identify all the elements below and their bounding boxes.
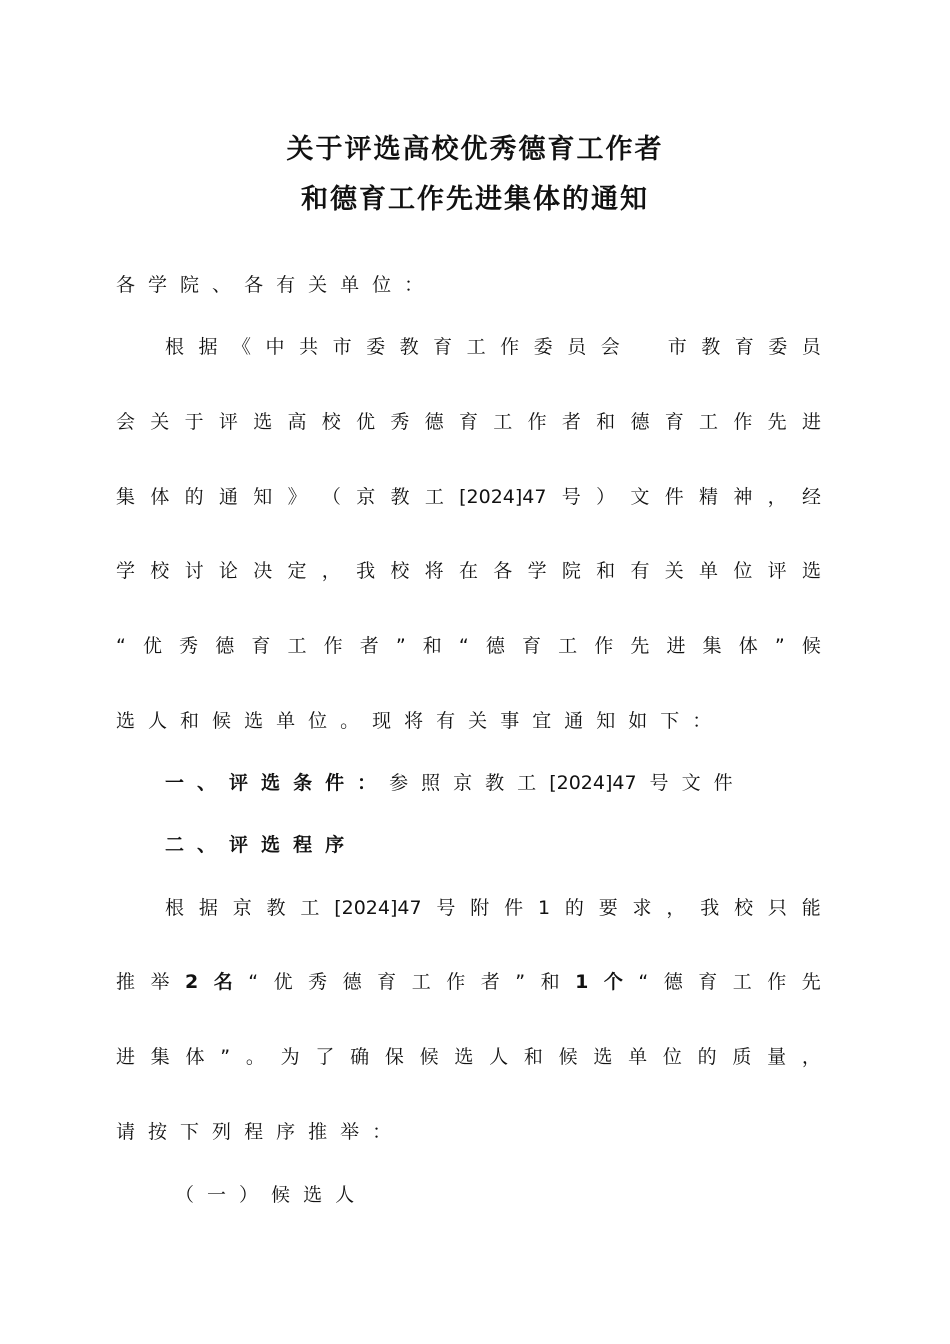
text-char: 将 bbox=[404, 710, 424, 732]
text-char: 我 bbox=[356, 560, 376, 582]
text-char: 市 bbox=[332, 336, 352, 358]
text-char: 选 bbox=[303, 1184, 323, 1206]
text-char: 作 bbox=[446, 971, 466, 993]
text-char: 经 bbox=[801, 486, 821, 508]
paragraph-1-line-3 bbox=[116, 482, 821, 512]
text-char: 京 bbox=[232, 897, 252, 919]
paragraph-2-line-4 bbox=[116, 1117, 821, 1147]
text-char: 集 bbox=[702, 635, 722, 657]
text-char: 工 bbox=[300, 897, 320, 919]
text-char: 举 bbox=[340, 1121, 360, 1143]
text-char: 工 bbox=[466, 336, 486, 358]
text-char: 校 bbox=[390, 560, 410, 582]
section-1 bbox=[165, 768, 821, 798]
text-char: ” bbox=[515, 971, 526, 993]
text-char: 育 bbox=[458, 411, 478, 433]
text-char: ） bbox=[239, 1184, 259, 1206]
text-char: 件 bbox=[504, 897, 524, 919]
text-char: 和 bbox=[596, 411, 616, 433]
section-1-heading-char: 、 bbox=[197, 772, 217, 794]
text-char: 位 bbox=[662, 1046, 682, 1068]
text-char: 1 bbox=[537, 897, 551, 919]
text-char: 选 bbox=[801, 560, 821, 582]
text-char: 1 bbox=[575, 971, 589, 993]
text-char: 工 bbox=[493, 411, 513, 433]
text-char: 确 bbox=[350, 1046, 370, 1068]
text-char: 选 bbox=[116, 710, 136, 732]
section-1-text-char: 文 bbox=[681, 772, 701, 794]
text-char: 会 bbox=[600, 336, 620, 358]
text-char: [2024]47 bbox=[459, 486, 547, 508]
text-char: 作 bbox=[594, 635, 614, 657]
document-title-line-1: 关于评选高校优秀德育工作者 bbox=[286, 134, 664, 165]
text-char: 校 bbox=[734, 897, 754, 919]
section-1-heading-char: 件 bbox=[325, 772, 345, 794]
text-char: 工 bbox=[732, 971, 752, 993]
text-char: 和 bbox=[422, 635, 442, 657]
text-char: 会 bbox=[116, 411, 136, 433]
text-char: 评 bbox=[767, 560, 787, 582]
text-char: 、 bbox=[212, 274, 232, 296]
text-char: 中 bbox=[265, 336, 285, 358]
text-char: 一 bbox=[207, 1184, 227, 1206]
text-char: “ bbox=[638, 971, 649, 993]
text-char: 员 bbox=[801, 336, 821, 358]
text-char: 评 bbox=[218, 411, 238, 433]
text-char: 教 bbox=[266, 897, 286, 919]
text-char: 德 bbox=[215, 635, 235, 657]
text-char: （ bbox=[175, 1184, 195, 1206]
section-1-text-char: 照 bbox=[421, 772, 441, 794]
text-char: 育 bbox=[664, 411, 684, 433]
text-char: ， bbox=[666, 897, 686, 919]
text-char: 2 bbox=[185, 971, 199, 993]
section-1-text-char: 参 bbox=[389, 772, 409, 794]
text-char: “ bbox=[458, 635, 469, 657]
text-char: 列 bbox=[212, 1121, 232, 1143]
text-char: 的 bbox=[564, 897, 584, 919]
section-1-text-char: 教 bbox=[485, 772, 505, 794]
text-char: 德 bbox=[424, 411, 444, 433]
text-char: 育 bbox=[377, 971, 397, 993]
text-char: 举 bbox=[150, 971, 170, 993]
text-char: 德 bbox=[630, 411, 650, 433]
text-char: 知 bbox=[596, 710, 616, 732]
text-char: 选 bbox=[261, 834, 281, 856]
text-char: 育 bbox=[251, 635, 271, 657]
text-char: 院 bbox=[561, 560, 581, 582]
text-char: 件 bbox=[664, 486, 684, 508]
section-1-heading-char: 选 bbox=[261, 772, 281, 794]
text-char: 单 bbox=[340, 274, 360, 296]
text-char: 秀 bbox=[308, 971, 328, 993]
text-char: 单 bbox=[628, 1046, 648, 1068]
text-char: 号 bbox=[436, 897, 456, 919]
text-char: 者 bbox=[480, 971, 500, 993]
paragraph-1-line-5 bbox=[116, 631, 821, 661]
text-char: [2024]47 bbox=[334, 897, 422, 919]
text-char: 德 bbox=[485, 635, 505, 657]
text-char: 各 bbox=[493, 560, 513, 582]
paragraph-2-line-1 bbox=[165, 893, 821, 923]
text-char: ” bbox=[220, 1046, 231, 1068]
text-char: 精 bbox=[699, 486, 719, 508]
text-char: 工 bbox=[558, 635, 578, 657]
text-char: 、 bbox=[197, 834, 217, 856]
text-char: 将 bbox=[424, 560, 444, 582]
text-char: 校 bbox=[321, 411, 341, 433]
text-char: 先 bbox=[767, 411, 787, 433]
text-char: 进 bbox=[666, 635, 686, 657]
text-char: ” bbox=[395, 635, 406, 657]
text-char: 位 bbox=[308, 710, 328, 732]
text-char: 质 bbox=[732, 1046, 752, 1068]
text-char: 只 bbox=[767, 897, 787, 919]
text-char: ） bbox=[596, 486, 616, 508]
text-char: 据 bbox=[198, 336, 218, 358]
text-char: 有 bbox=[630, 560, 650, 582]
text-char: 序 bbox=[325, 834, 345, 856]
text-char: 进 bbox=[801, 411, 821, 433]
text-char bbox=[634, 332, 653, 362]
text-char: 作 bbox=[733, 411, 753, 433]
text-char: ： bbox=[692, 710, 712, 732]
text-char: ， bbox=[801, 1046, 821, 1068]
text-char: 位 bbox=[372, 274, 392, 296]
text-char: 工 bbox=[287, 635, 307, 657]
text-char: 候 bbox=[212, 710, 232, 732]
text-char: 名 bbox=[213, 971, 233, 993]
text-char: 序 bbox=[276, 1121, 296, 1143]
section-1-text-char: 件 bbox=[713, 772, 733, 794]
text-char: 者 bbox=[561, 411, 581, 433]
text-char: 于 bbox=[184, 411, 204, 433]
text-char: 在 bbox=[458, 560, 478, 582]
text-char: 育 bbox=[433, 336, 453, 358]
text-char: 优 bbox=[273, 971, 293, 993]
text-char: 人 bbox=[489, 1046, 509, 1068]
text-char: 文 bbox=[630, 486, 650, 508]
salutation bbox=[116, 270, 821, 300]
section-1-text-char: 工 bbox=[517, 772, 537, 794]
text-char: 委 bbox=[768, 336, 788, 358]
text-char: 人 bbox=[148, 710, 168, 732]
text-char: 关 bbox=[664, 560, 684, 582]
text-char: 候 bbox=[558, 1046, 578, 1068]
text-char: ” bbox=[774, 635, 785, 657]
text-char: 定 bbox=[287, 560, 307, 582]
paragraph-1-line-6 bbox=[116, 706, 821, 736]
text-char: 候 bbox=[271, 1184, 291, 1206]
text-char: 工 bbox=[424, 486, 444, 508]
text-char: 了 bbox=[315, 1046, 335, 1068]
text-char: 和 bbox=[180, 710, 200, 732]
text-char: 选 bbox=[593, 1046, 613, 1068]
text-char: 能 bbox=[801, 897, 821, 919]
paragraph-1-line-1 bbox=[165, 332, 821, 362]
text-char: 秀 bbox=[390, 411, 410, 433]
text-char: 作 bbox=[527, 411, 547, 433]
text-char: 号 bbox=[561, 486, 581, 508]
text-char: 根 bbox=[165, 897, 185, 919]
text-char: 作 bbox=[500, 336, 520, 358]
text-char: 求 bbox=[632, 897, 652, 919]
text-char: 的 bbox=[184, 486, 204, 508]
text-char: 委 bbox=[533, 336, 553, 358]
text-char: 和 bbox=[596, 560, 616, 582]
text-char: 各 bbox=[244, 274, 264, 296]
text-char: 按 bbox=[148, 1121, 168, 1143]
text-char: 通 bbox=[564, 710, 584, 732]
text-char: 关 bbox=[150, 411, 170, 433]
text-char: 体 bbox=[150, 486, 170, 508]
text-char: 共 bbox=[299, 336, 319, 358]
text-char: 集 bbox=[150, 1046, 170, 1068]
text-char: 候 bbox=[801, 635, 821, 657]
text-char: 德 bbox=[342, 971, 362, 993]
text-char: 》 bbox=[287, 486, 307, 508]
text-char: 进 bbox=[116, 1046, 136, 1068]
section-1-heading-char: 一 bbox=[165, 772, 185, 794]
text-char: 讨 bbox=[184, 560, 204, 582]
text-char: 育 bbox=[698, 971, 718, 993]
text-char: 学 bbox=[527, 560, 547, 582]
text-char: 选 bbox=[454, 1046, 474, 1068]
text-char: 请 bbox=[116, 1121, 136, 1143]
text-char: 现 bbox=[372, 710, 392, 732]
text-char: ： bbox=[404, 274, 424, 296]
text-char: 先 bbox=[630, 635, 650, 657]
text-char: 和 bbox=[540, 971, 560, 993]
text-char: “ bbox=[116, 635, 126, 657]
text-char: 候 bbox=[419, 1046, 439, 1068]
paragraph-2-line-3 bbox=[116, 1042, 821, 1072]
text-char: 各 bbox=[116, 274, 136, 296]
text-char: 推 bbox=[308, 1121, 328, 1143]
text-char: 教 bbox=[390, 486, 410, 508]
text-char: 高 bbox=[287, 411, 307, 433]
text-char: （ bbox=[321, 486, 341, 508]
text-char: 市 bbox=[667, 336, 687, 358]
text-char: 秀 bbox=[179, 635, 199, 657]
section-1-heading-char: 条 bbox=[293, 772, 313, 794]
text-char: 人 bbox=[335, 1184, 355, 1206]
text-char: 《 bbox=[232, 336, 252, 358]
section-2-heading bbox=[165, 830, 821, 860]
text-char: 个 bbox=[603, 971, 623, 993]
text-char: 员 bbox=[567, 336, 587, 358]
text-char: ， bbox=[767, 486, 787, 508]
text-char: 附 bbox=[470, 897, 490, 919]
text-char: 神 bbox=[733, 486, 753, 508]
text-char: 优 bbox=[142, 635, 162, 657]
text-char: 选 bbox=[253, 411, 273, 433]
text-char: 位 bbox=[733, 560, 753, 582]
document-title-line-2: 和德育工作先进集体的通知 bbox=[301, 184, 649, 215]
text-char: 校 bbox=[150, 560, 170, 582]
text-char: 程 bbox=[244, 1121, 264, 1143]
text-char: ， bbox=[321, 560, 341, 582]
text-char: 宜 bbox=[532, 710, 552, 732]
text-char: 下 bbox=[180, 1121, 200, 1143]
text-char: 。 bbox=[245, 1046, 265, 1068]
text-char: 有 bbox=[276, 274, 296, 296]
text-char: 学 bbox=[116, 560, 136, 582]
text-char: 委 bbox=[366, 336, 386, 358]
section-1-text-char: 号 bbox=[649, 772, 669, 794]
text-char: ： bbox=[372, 1121, 392, 1143]
text-char: 。 bbox=[340, 710, 360, 732]
text-char: 如 bbox=[628, 710, 648, 732]
section-1-heading-char: 评 bbox=[229, 772, 249, 794]
paragraph-1-line-2 bbox=[116, 407, 821, 437]
text-char: 育 bbox=[734, 336, 754, 358]
text-char: 京 bbox=[356, 486, 376, 508]
text-char: 量 bbox=[767, 1046, 787, 1068]
text-char: 单 bbox=[699, 560, 719, 582]
text-char: 教 bbox=[399, 336, 419, 358]
text-char: 和 bbox=[523, 1046, 543, 1068]
section-1-text-char: [2024]47 bbox=[549, 772, 637, 794]
text-char: 作 bbox=[323, 635, 343, 657]
text-char: 院 bbox=[180, 274, 200, 296]
paragraph-2-line-2 bbox=[116, 967, 821, 997]
text-char: 关 bbox=[308, 274, 328, 296]
text-char: 保 bbox=[384, 1046, 404, 1068]
text-char: 德 bbox=[663, 971, 683, 993]
paragraph-1-line-4 bbox=[116, 556, 821, 586]
text-char: 有 bbox=[436, 710, 456, 732]
text-char: 集 bbox=[116, 486, 136, 508]
text-char: 下 bbox=[660, 710, 680, 732]
text-char: 程 bbox=[293, 834, 313, 856]
text-char: 的 bbox=[697, 1046, 717, 1068]
text-char: 评 bbox=[229, 834, 249, 856]
text-char: 通 bbox=[218, 486, 238, 508]
text-char: 工 bbox=[411, 971, 431, 993]
text-char: 二 bbox=[165, 834, 185, 856]
text-char: 为 bbox=[280, 1046, 300, 1068]
section-1-heading-char: ： bbox=[357, 772, 377, 794]
text-char: “ bbox=[248, 971, 259, 993]
text-char: 选 bbox=[244, 710, 264, 732]
text-char: 决 bbox=[253, 560, 273, 582]
text-char: 先 bbox=[801, 971, 821, 993]
subsection-1-heading bbox=[175, 1180, 821, 1210]
text-char: 作 bbox=[767, 971, 787, 993]
text-char: 者 bbox=[359, 635, 379, 657]
text-char: 育 bbox=[521, 635, 541, 657]
text-char: 事 bbox=[500, 710, 520, 732]
text-char: 关 bbox=[468, 710, 488, 732]
text-char: 教 bbox=[701, 336, 721, 358]
text-char: 体 bbox=[738, 635, 758, 657]
text-char: 体 bbox=[185, 1046, 205, 1068]
text-char: 单 bbox=[276, 710, 296, 732]
text-char: 据 bbox=[198, 897, 218, 919]
text-char: 我 bbox=[700, 897, 720, 919]
text-char: 优 bbox=[356, 411, 376, 433]
text-char: 论 bbox=[218, 560, 238, 582]
section-1-text-char: 京 bbox=[453, 772, 473, 794]
text-char: 根 bbox=[165, 336, 185, 358]
text-char: 知 bbox=[253, 486, 273, 508]
text-char: 学 bbox=[148, 274, 168, 296]
text-char: 推 bbox=[116, 971, 136, 993]
text-char: 要 bbox=[598, 897, 618, 919]
text-char: 工 bbox=[699, 411, 719, 433]
